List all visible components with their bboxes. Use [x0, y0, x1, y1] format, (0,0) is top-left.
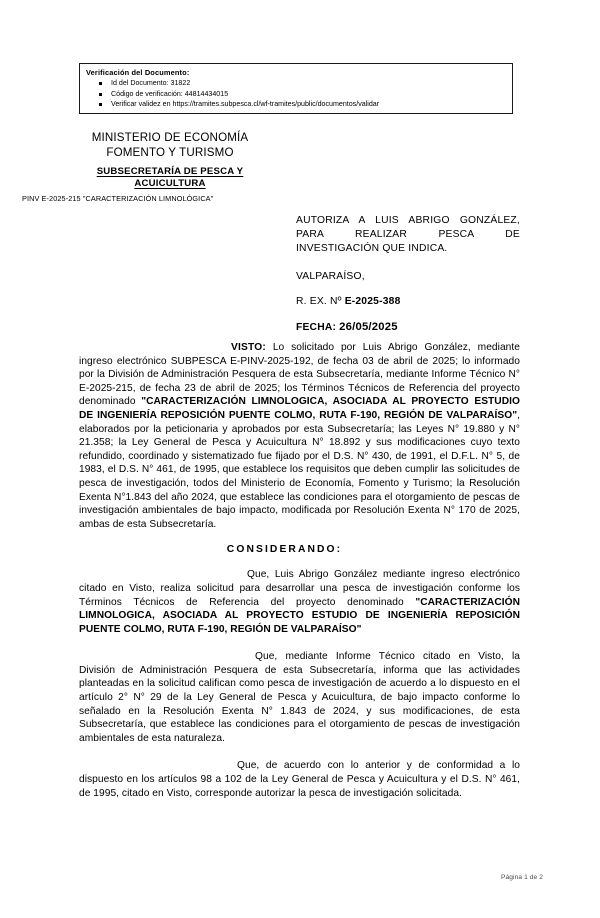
verification-item-code: Código de verificación: 44814434015 — [80, 89, 512, 100]
page-footer: Página 1 de 2 — [501, 874, 543, 881]
resolution-subject: AUTORIZA A LUIS ABRIGO GONZÁLEZ, PARA REALIZAR PESCA DE INVESTIGACIÓN QUE INDICA. — [296, 215, 520, 255]
cons1-text: Que, Luis Abrigo González mediante ingreso electrónico citado en Visto, realiza solicitud para desarrollar una pesca de investigación conforme los Términos Técnicos de Referencia del proyecto denominado — [79, 569, 520, 608]
visto-text-2: , elaborados por la peticionaria y aprobados por esta Subsecretaría; las Leyes N° 19.880 y N° 21.358; la Ley General de Pesca y Acuicultura N° 18.892 y sus modificaciones cuyo texto refundido, coordinado y sistematizado fue fijado por el D.S. N° 430, de 1991, el D.F.L. N° 5, de 1983, el D.S. N° 461, de 1995, que establece los requisitos que deben cumplir las solicitudes de pesca de investigación, todos del Ministerio de Economía, Fomento y Turismo; la Resolución Exenta N°1.843 del año 2024, que establece las condiciones para el otorgamiento de pescas de investigación ambientales de bajo impacto, modificada por Resolución Exenta N° 170 de 2025, ambas de esta Subsecretaría. — [79, 409, 520, 530]
pinv-reference: PINV E-2025-215 "CARACTERIZACIÓN LIMNOLÓGICA" — [22, 194, 214, 203]
resolution-number — [296, 296, 520, 307]
spacer-3 — [79, 745, 520, 759]
resolution-date — [296, 321, 520, 333]
verification-box — [79, 63, 513, 114]
resolution-date-label: FECHA: — [296, 321, 340, 333]
resolution-city: VALPARAÍSO, — [296, 270, 365, 282]
subsecretaria-line-1: SUBSECRETARÍA DE PESCA Y — [96, 166, 244, 177]
resolution-date-value: 26/05/2025 — [339, 320, 398, 333]
verification-list — [80, 78, 512, 110]
resolution-header — [296, 214, 520, 333]
verification-item-id: Id del Documento: 31822 — [80, 78, 512, 89]
cons3-text: Que, de acuerdo con lo anterior y de conformidad a lo dispuesto en los artículos 98 a 102 de la Ley General de Pesca y Acuicultura y el D.S. N° 461, de 1995, citado en Visto, corresponde autorizar la pesca de investigación solicitada. — [79, 760, 520, 799]
considerando-heading: CONSIDERANDO: — [226, 544, 343, 556]
visto-text-1: Lo solicitado por Luis Abrigo González, mediante ingreso electrónico SUBPESCA E-PINV-2025-192, de fecha 03 de abril de 2025; lo informado por la División de Administración Pesquera de esta Subsecretaría, mediante Informe Técnico N° E-2025-215, de fecha 23 de abril de 2025; los Términos Técnicos de Referencia del proyecto denominado — [79, 342, 520, 408]
resolution-number-value: E-2025-388 — [344, 295, 401, 307]
verification-item-url: Verificar validez en https://tramites.subpesca.cl/wf-tramites/public/documentos/validar — [80, 99, 512, 110]
ministry-line-2: FOMENTO Y TURISMO — [106, 145, 234, 159]
visto-label: VISTO: — [231, 342, 266, 353]
subsecretaria-line-2: ACUICULTURA — [134, 178, 206, 190]
spacer-2 — [79, 636, 520, 650]
paragraph-considerando-2 — [79, 650, 520, 745]
resolution-number-label: R. EX. Nº — [296, 295, 345, 307]
subsecretaria-heading — [45, 166, 295, 191]
ministry-line-1: MINISTERIO DE ECONOMÍA — [91, 131, 249, 144]
document-body — [79, 341, 520, 800]
spacer-1 — [79, 555, 520, 568]
paragraph-considerando-1 — [79, 568, 520, 636]
cons1-project-title: "CARACTERIZACIÓN LIMNOLOGICA, ASOCIADA AL PROYECTO ESTUDIO DE INGENIERÍA REPOSICIÓN PUENTE COLMO, RUTA F-190, REGIÓN DE VALPARAÍSO" — [79, 596, 520, 635]
ministry-heading — [45, 131, 295, 160]
paragraph-considerando-3 — [79, 759, 520, 800]
cons2-text: Que, mediante Informe Técnico citado en Visto, la División de Administración Pesquera de esta Subsecretaría, informa que las actividades planteadas en la solicitud califican como pesca de investigación de acuerdo a lo dispuesto en el artículo 2° N° 29 de la Ley General de Pesca y Acuicultura, de bajo impacto conforme lo señalado en la Resolución Exenta N° 1.843 de 2024, y sus modificaciones, de esta Subsecretaría, que establece las condiciones para el otorgamiento de pescas de investigación ambientales de esta naturaleza. — [79, 651, 520, 744]
verification-title: Verificación del Documento: — [86, 68, 190, 77]
paragraph-visto — [79, 341, 520, 531]
visto-project-title: "CARACTERIZACIÓN LIMNOLOGICA, ASOCIADA AL PROYECTO ESTUDIO DE INGENIERÍA REPOSICIÓN PUENTE COLMO, RUTA F-190, REGIÓN DE VALPARAÍSO" — [79, 396, 520, 421]
